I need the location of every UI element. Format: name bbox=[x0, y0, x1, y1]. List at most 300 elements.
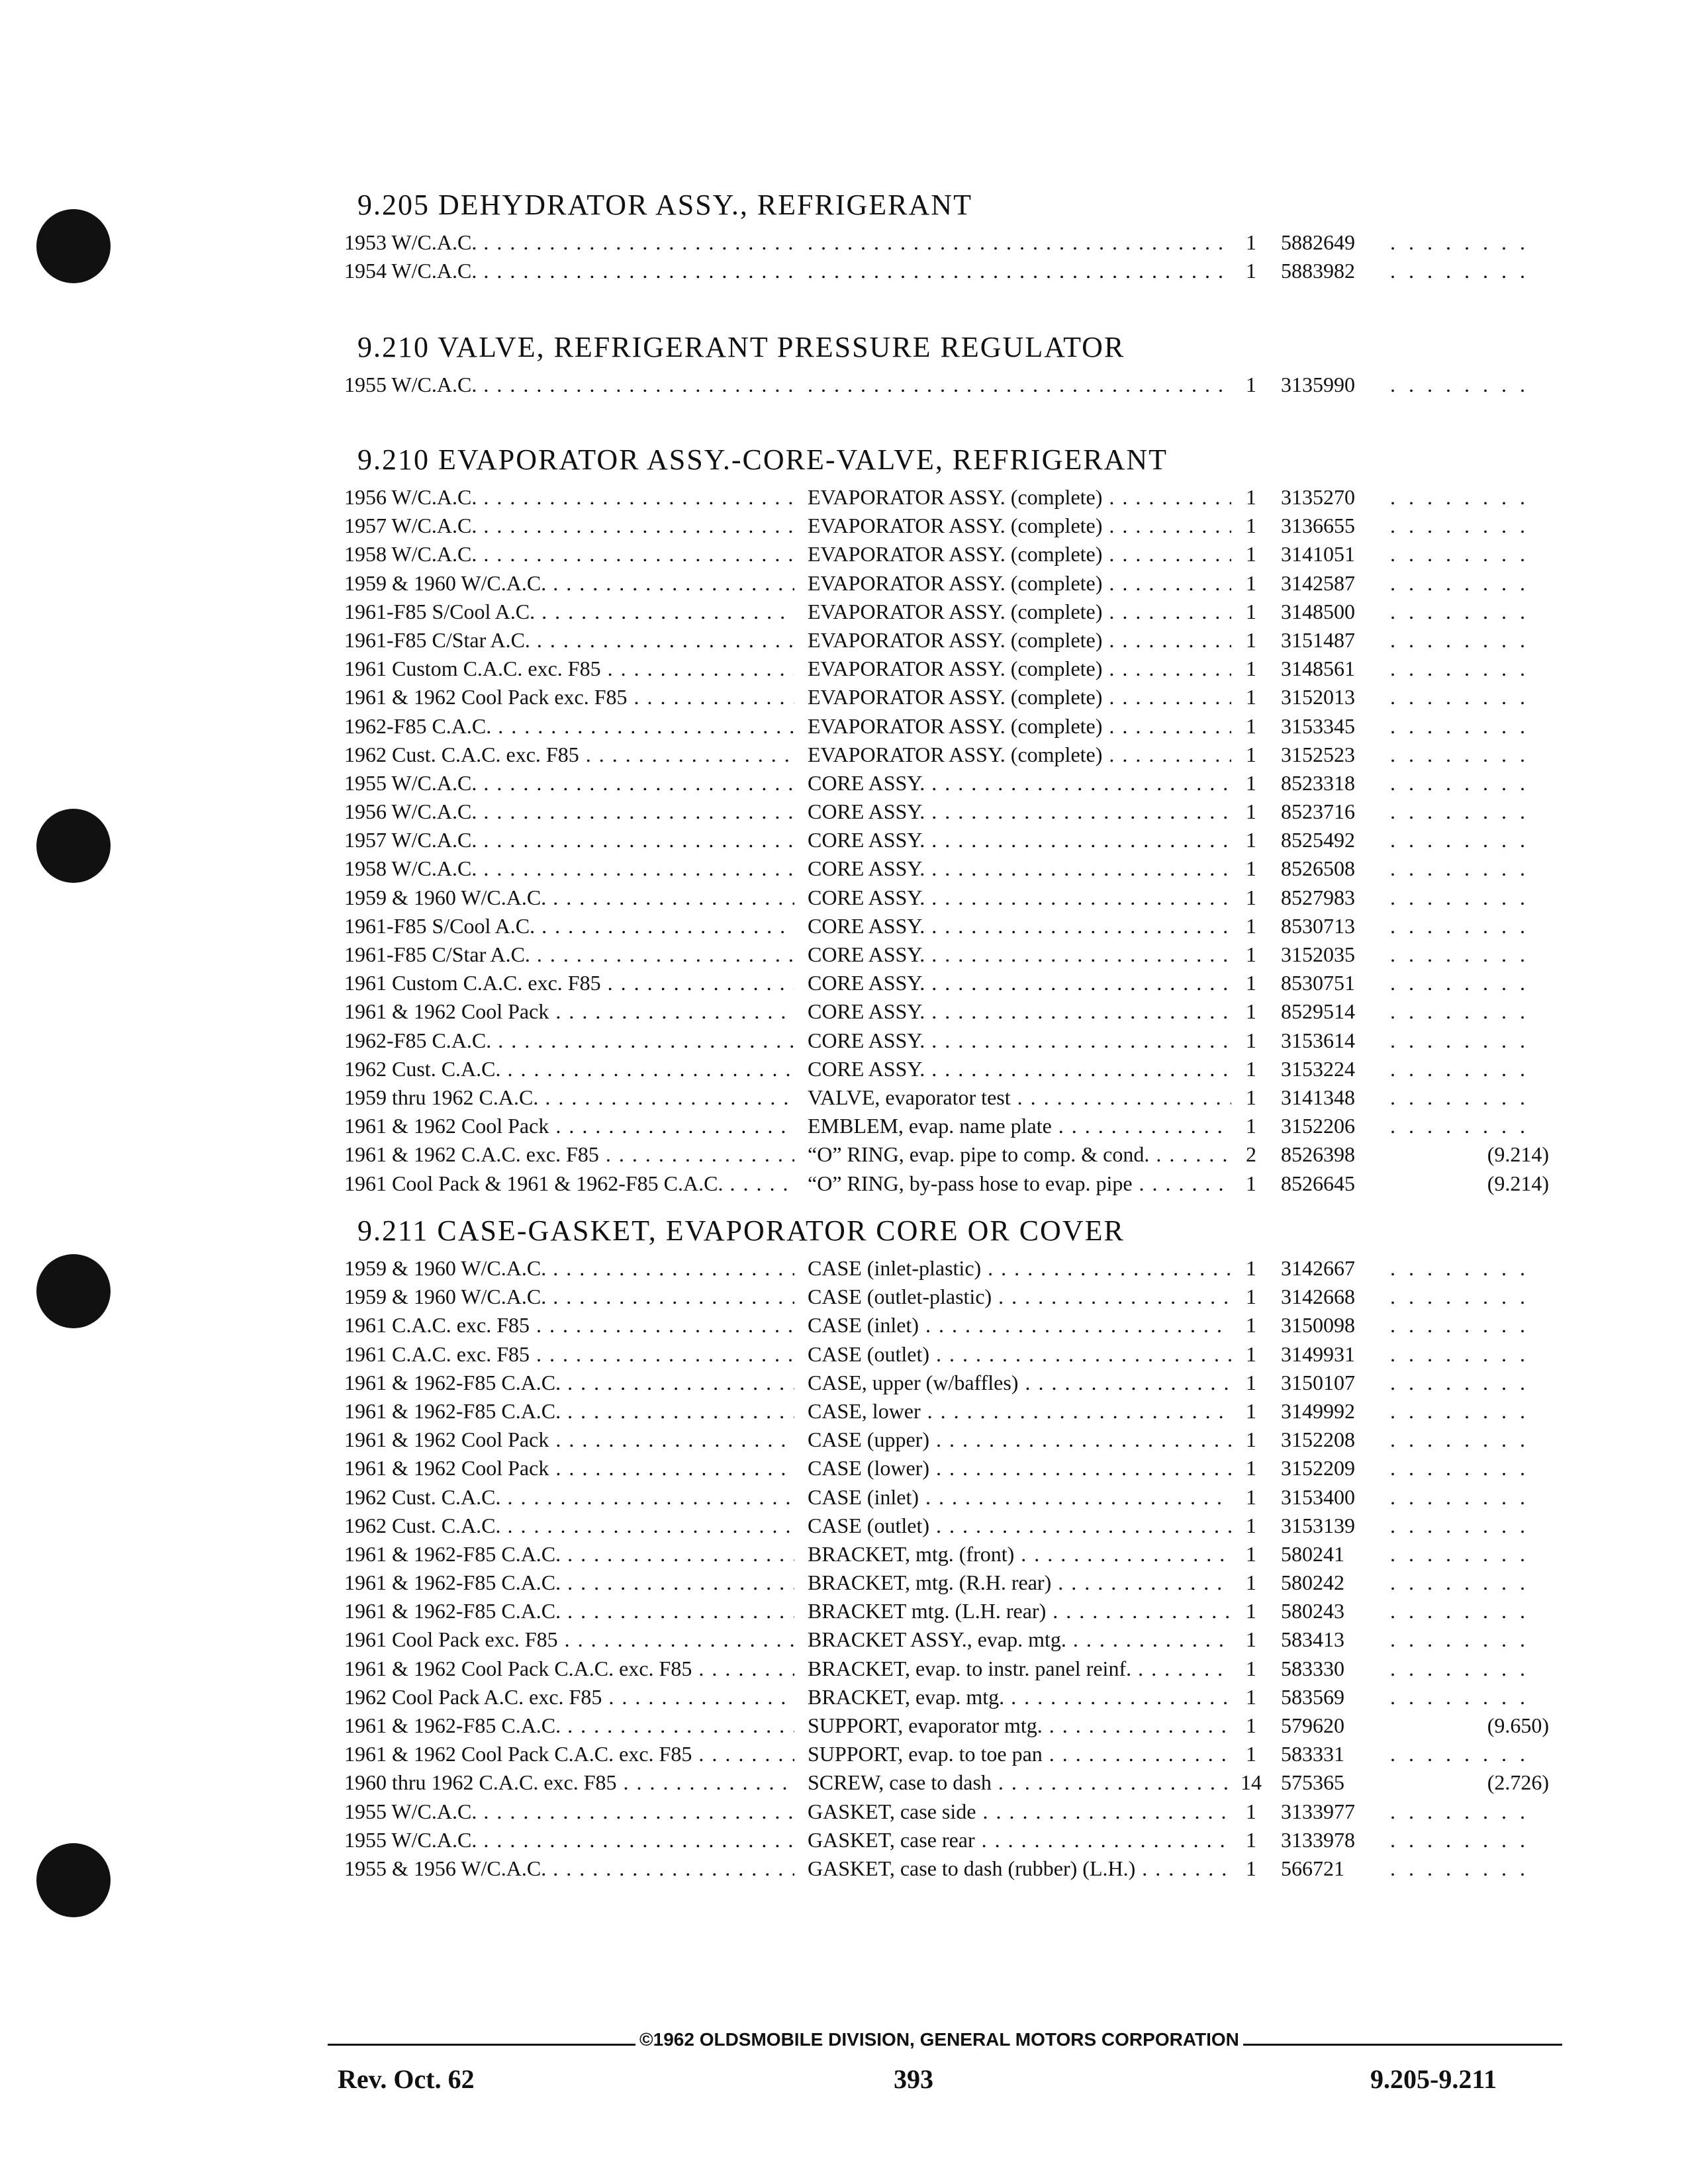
parts-row bbox=[344, 854, 1549, 883]
description: CORE ASSY. . . . bbox=[808, 884, 1231, 912]
parts-row bbox=[344, 1169, 1549, 1198]
quantity: 2 bbox=[1246, 1142, 1256, 1167]
description: CORE ASSY. . . . bbox=[808, 1055, 1231, 1083]
quantity: 1 bbox=[1246, 514, 1256, 538]
reference: . . . . . . . . bbox=[1390, 373, 1529, 396]
parts-row bbox=[344, 1711, 1549, 1740]
quantity: 1 bbox=[1246, 1256, 1256, 1280]
reference: . . . . . . . . bbox=[1390, 713, 1529, 738]
parts-row bbox=[344, 1512, 1549, 1540]
description: SUPPORT, evaporator mtg. . . . bbox=[808, 1711, 1231, 1740]
part-number: 3141348 bbox=[1281, 1085, 1355, 1109]
part-number: 8523716 bbox=[1281, 799, 1355, 824]
parts-row bbox=[344, 1426, 1549, 1454]
application: 1960 thru 1962 C.A.C. exc. F85 . . . bbox=[344, 1768, 794, 1797]
parts-row bbox=[344, 1140, 1549, 1169]
part-number: 3136655 bbox=[1281, 514, 1355, 538]
reference: . . . . . . . . bbox=[1390, 913, 1529, 938]
parts-row bbox=[344, 598, 1549, 626]
part-number: 3152209 bbox=[1281, 1456, 1355, 1480]
quantity: 1 bbox=[1246, 1114, 1256, 1138]
parts-row bbox=[344, 1083, 1549, 1112]
application: 1961 & 1962 Cool Pack . . . bbox=[344, 1454, 794, 1482]
application: 1961 & 1962-F85 C.A.C. . . . bbox=[344, 1569, 794, 1597]
parts-row bbox=[344, 969, 1549, 997]
application: 1953 W/C.A.C. . . . bbox=[344, 228, 794, 257]
part-number: 8525492 bbox=[1281, 828, 1355, 852]
parts-row bbox=[344, 826, 1549, 854]
reference: . . . . . . . . bbox=[1390, 1456, 1529, 1480]
binder-hole-4 bbox=[36, 1843, 111, 1917]
footer-rule-left bbox=[328, 2044, 645, 2046]
parts-row bbox=[344, 371, 1549, 399]
description: CASE (outlet) . . . bbox=[808, 1512, 1231, 1540]
parts-row bbox=[344, 1854, 1549, 1883]
application: 1962-F85 C.A.C. . . . bbox=[344, 1026, 794, 1055]
description: EVAPORATOR ASSY. (complete) . . . bbox=[808, 741, 1231, 769]
description: EVAPORATOR ASSY. (complete) . . . bbox=[808, 683, 1231, 711]
application: 1957 W/C.A.C. . . . bbox=[344, 826, 794, 854]
quantity: 1 bbox=[1246, 1856, 1256, 1880]
quantity: 1 bbox=[1246, 942, 1256, 966]
parts-row bbox=[344, 1454, 1549, 1482]
part-number: 3150107 bbox=[1281, 1370, 1355, 1394]
parts-list bbox=[344, 1254, 1549, 1883]
part-number: 3153345 bbox=[1281, 713, 1355, 738]
parts-row bbox=[344, 1597, 1549, 1625]
application: 1961 & 1962-F85 C.A.C. . . . bbox=[344, 1711, 794, 1740]
application: 1961-F85 C/Star A.C. . . . bbox=[344, 940, 794, 969]
part-number: 3133978 bbox=[1281, 1827, 1355, 1852]
part-number: 579620 bbox=[1281, 1713, 1344, 1737]
parts-row bbox=[344, 912, 1549, 940]
quantity: 1 bbox=[1246, 1285, 1256, 1309]
reference: . . . . . . . . bbox=[1390, 1398, 1529, 1423]
parts-row bbox=[344, 655, 1549, 683]
application: 1961 C.A.C. exc. F85 . . . bbox=[344, 1311, 794, 1340]
application: 1961 & 1962 Cool Pack . . . bbox=[344, 1426, 794, 1454]
description: GASKET, case to dash (rubber) (L.H.) . . . bbox=[808, 1854, 1231, 1883]
parts-list bbox=[344, 228, 1549, 285]
quantity: 1 bbox=[1246, 1171, 1256, 1195]
description: CASE (inlet) . . . bbox=[808, 1311, 1231, 1340]
quantity: 1 bbox=[1246, 230, 1256, 254]
parts-row bbox=[344, 1055, 1549, 1083]
reference: . . . . . . . . bbox=[1390, 1085, 1529, 1109]
quantity: 1 bbox=[1246, 627, 1256, 652]
description: CASE (inlet) . . . bbox=[808, 1483, 1231, 1512]
quantity: 1 bbox=[1246, 1056, 1256, 1081]
application: 1961 Custom C.A.C. exc. F85 . . . bbox=[344, 655, 794, 683]
reference: . . . . . . . . bbox=[1390, 1827, 1529, 1852]
quantity: 1 bbox=[1246, 570, 1256, 595]
quantity: 1 bbox=[1246, 999, 1256, 1024]
application: 1956 W/C.A.C. . . . bbox=[344, 797, 794, 826]
description: EVAPORATOR ASSY. (complete) . . . bbox=[808, 598, 1231, 626]
description: CASE, lower . . . bbox=[808, 1397, 1231, 1426]
part-number: 3148500 bbox=[1281, 599, 1355, 623]
quantity: 1 bbox=[1246, 1656, 1256, 1680]
quantity: 1 bbox=[1246, 1428, 1256, 1452]
quantity: 1 bbox=[1246, 1799, 1256, 1823]
reference: . . . . . . . . bbox=[1390, 599, 1529, 623]
description: GASKET, case side . . . bbox=[808, 1797, 1231, 1826]
description: EVAPORATOR ASSY. (complete) . . . bbox=[808, 655, 1231, 683]
description: GASKET, case rear . . . bbox=[808, 1826, 1231, 1854]
quantity: 1 bbox=[1246, 1713, 1256, 1737]
parts-row bbox=[344, 1311, 1549, 1340]
section-9-210-evaporator bbox=[344, 437, 1549, 1198]
reference: . . . . . . . . bbox=[1390, 685, 1529, 709]
part-number: 8523318 bbox=[1281, 770, 1355, 795]
application: 1959 & 1960 W/C.A.C. . . . bbox=[344, 884, 794, 912]
reference: (9.214) bbox=[1487, 1142, 1549, 1167]
description: BRACKET, evap. mtg. . . . bbox=[808, 1683, 1231, 1711]
parts-row bbox=[344, 1740, 1549, 1768]
parts-row bbox=[344, 884, 1549, 912]
description: CORE ASSY. . . . bbox=[808, 940, 1231, 969]
application: 1962 Cust. C.A.C. . . . bbox=[344, 1512, 794, 1540]
application: 1961 & 1962 Cool Pack C.A.C. exc. F85 . . . bbox=[344, 1740, 794, 1768]
parts-list bbox=[344, 483, 1549, 1198]
parts-row bbox=[344, 1768, 1549, 1797]
reference: . . . . . . . . bbox=[1390, 485, 1529, 509]
section-9-211 bbox=[344, 1208, 1549, 1883]
part-number: 3152035 bbox=[1281, 942, 1355, 966]
part-number: 580241 bbox=[1281, 1541, 1344, 1566]
reference: . . . . . . . . bbox=[1390, 1114, 1529, 1138]
quantity: 1 bbox=[1246, 1599, 1256, 1623]
parts-row bbox=[344, 1540, 1549, 1569]
part-number: 3153139 bbox=[1281, 1513, 1355, 1537]
parts-row bbox=[344, 1340, 1549, 1369]
parts-row bbox=[344, 257, 1549, 285]
application: 1955 & 1956 W/C.A.C. . . . bbox=[344, 1854, 794, 1883]
part-number: 3135990 bbox=[1281, 373, 1355, 396]
quantity: 1 bbox=[1246, 373, 1256, 396]
part-number: 5883982 bbox=[1281, 259, 1355, 283]
description: CORE ASSY. . . . bbox=[808, 912, 1231, 940]
part-number: 583413 bbox=[1281, 1627, 1344, 1652]
part-number: 580242 bbox=[1281, 1570, 1344, 1595]
part-number: 3148561 bbox=[1281, 657, 1355, 681]
reference: . . . . . . . . bbox=[1390, 1799, 1529, 1823]
reference: . . . . . . . . bbox=[1390, 1342, 1529, 1366]
part-number: 3153400 bbox=[1281, 1484, 1355, 1509]
description: CORE ASSY. . . . bbox=[808, 969, 1231, 997]
description: CASE, upper (w/baffles) . . . bbox=[808, 1369, 1231, 1397]
reference: . . . . . . . . bbox=[1390, 1541, 1529, 1566]
reference: . . . . . . . . bbox=[1390, 1656, 1529, 1680]
description: BRACKET mtg. (L.H. rear) . . . bbox=[808, 1597, 1231, 1625]
section-title: 9.210 VALVE, REFRIGERANT PRESSURE REGULATOR bbox=[357, 331, 1125, 363]
description bbox=[808, 228, 1231, 257]
application: 1955 W/C.A.C. . . . bbox=[344, 371, 794, 399]
application: 1961 & 1962 C.A.C. exc. F85 . . . bbox=[344, 1140, 794, 1169]
description: CORE ASSY. . . . bbox=[808, 997, 1231, 1026]
description bbox=[808, 371, 1231, 399]
part-number: 3149992 bbox=[1281, 1398, 1355, 1423]
revision-date: Rev. Oct. 62 bbox=[338, 2064, 475, 2094]
part-number: 583569 bbox=[1281, 1684, 1344, 1709]
quantity: 1 bbox=[1246, 657, 1256, 681]
part-number: 3133977 bbox=[1281, 1799, 1355, 1823]
reference: . . . . . . . . bbox=[1390, 230, 1529, 254]
part-number: 8530713 bbox=[1281, 913, 1355, 938]
part-number: 3150098 bbox=[1281, 1313, 1355, 1338]
application: 1961 & 1962 Cool Pack . . . bbox=[344, 997, 794, 1026]
description: CORE ASSY. . . . bbox=[808, 826, 1231, 854]
reference: . . . . . . . . bbox=[1390, 828, 1529, 852]
application: 1962 Cust. C.A.C. exc. F85 . . . bbox=[344, 741, 794, 769]
part-number: 566721 bbox=[1281, 1856, 1344, 1880]
description: SUPPORT, evap. to toe pan . . . bbox=[808, 1740, 1231, 1768]
application: 1961 & 1962-F85 C.A.C. . . . bbox=[344, 1369, 794, 1397]
part-number: 3141051 bbox=[1281, 542, 1355, 567]
reference: . . . . . . . . bbox=[1390, 971, 1529, 995]
reference: . . . . . . . . bbox=[1390, 627, 1529, 652]
section-title: 9.205 DEHYDRATOR ASSY., REFRIGERANT bbox=[357, 189, 972, 221]
section-range: 9.205-9.211 bbox=[1370, 2064, 1497, 2094]
parts-row bbox=[344, 797, 1549, 826]
reference: (2.726) bbox=[1487, 1770, 1549, 1795]
application: 1961-F85 S/Cool A.C. . . . bbox=[344, 912, 794, 940]
description: BRACKET, evap. to instr. panel reinf. . . . bbox=[808, 1655, 1231, 1683]
part-number: 8530751 bbox=[1281, 971, 1355, 995]
description: SCREW, case to dash . . . bbox=[808, 1768, 1231, 1797]
copyright-notice: ©1962 OLDSMOBILE DIVISION, GENERAL MOTORS CORPORATION bbox=[635, 2029, 1243, 2050]
quantity: 1 bbox=[1246, 685, 1256, 709]
binder-hole-2 bbox=[36, 809, 111, 883]
quantity: 14 bbox=[1241, 1770, 1262, 1795]
reference: . . . . . . . . bbox=[1390, 570, 1529, 595]
quantity: 1 bbox=[1246, 742, 1256, 766]
section-title: 9.210 EVAPORATOR ASSY.-CORE-VALVE, REFRIGERANT bbox=[357, 443, 1168, 476]
application: 1955 W/C.A.C. . . . bbox=[344, 1797, 794, 1826]
application: 1961 & 1962 Cool Pack exc. F85 . . . bbox=[344, 683, 794, 711]
description: CASE (outlet-plastic) . . . bbox=[808, 1283, 1231, 1311]
quantity: 1 bbox=[1246, 485, 1256, 509]
part-number: 8526645 bbox=[1281, 1171, 1355, 1195]
reference: . . . . . . . . bbox=[1390, 1428, 1529, 1452]
quantity: 1 bbox=[1246, 1684, 1256, 1709]
description: CORE ASSY. . . . bbox=[808, 769, 1231, 797]
quantity: 1 bbox=[1246, 856, 1256, 881]
application: 1959 thru 1962 C.A.C. . . . bbox=[344, 1083, 794, 1112]
reference: . . . . . . . . bbox=[1390, 657, 1529, 681]
quantity: 1 bbox=[1246, 1085, 1256, 1109]
application: 1961 & 1962-F85 C.A.C. . . . bbox=[344, 1540, 794, 1569]
reference: . . . . . . . . bbox=[1390, 1285, 1529, 1309]
parts-row bbox=[344, 1026, 1549, 1055]
application: 1962-F85 C.A.C. . . . bbox=[344, 712, 794, 741]
description: CORE ASSY. . . . bbox=[808, 1026, 1231, 1055]
application: 1962 Cust. C.A.C. . . . bbox=[344, 1055, 794, 1083]
reference: . . . . . . . . bbox=[1390, 770, 1529, 795]
application: 1958 W/C.A.C. . . . bbox=[344, 540, 794, 569]
part-number: 575365 bbox=[1281, 1770, 1344, 1795]
reference: . . . . . . . . bbox=[1390, 514, 1529, 538]
reference: . . . . . . . . bbox=[1390, 799, 1529, 824]
quantity: 1 bbox=[1246, 828, 1256, 852]
reference: . . . . . . . . bbox=[1390, 1513, 1529, 1537]
parts-row bbox=[344, 1826, 1549, 1854]
application: 1956 W/C.A.C. . . . bbox=[344, 483, 794, 512]
parts-row bbox=[344, 512, 1549, 540]
parts-row bbox=[344, 626, 1549, 655]
section-9-210-valve bbox=[344, 324, 1549, 399]
parts-row bbox=[344, 1655, 1549, 1683]
parts-row bbox=[344, 741, 1549, 769]
reference: (9.650) bbox=[1487, 1713, 1549, 1737]
page-number: 393 bbox=[894, 2064, 933, 2094]
description: CASE (outlet) . . . bbox=[808, 1340, 1231, 1369]
quantity: 1 bbox=[1246, 913, 1256, 938]
part-number: 3135270 bbox=[1281, 485, 1355, 509]
parts-row bbox=[344, 483, 1549, 512]
reference: . . . . . . . . bbox=[1390, 1484, 1529, 1509]
parts-list bbox=[344, 371, 1549, 399]
reference: . . . . . . . . bbox=[1390, 942, 1529, 966]
part-number: 8526508 bbox=[1281, 856, 1355, 881]
reference: . . . . . . . . bbox=[1390, 1313, 1529, 1338]
parts-row bbox=[344, 1369, 1549, 1397]
part-number: 3149931 bbox=[1281, 1342, 1355, 1366]
parts-row bbox=[344, 1797, 1549, 1826]
description: BRACKET, mtg. (R.H. rear) . . . bbox=[808, 1569, 1231, 1597]
description: EVAPORATOR ASSY. (complete) . . . bbox=[808, 626, 1231, 655]
reference: . . . . . . . . bbox=[1390, 1856, 1529, 1880]
part-number: 8526398 bbox=[1281, 1142, 1355, 1167]
application: 1961-F85 S/Cool A.C. . . . bbox=[344, 598, 794, 626]
reference: . . . . . . . . bbox=[1390, 259, 1529, 283]
quantity: 1 bbox=[1246, 1456, 1256, 1480]
description: EMBLEM, evap. name plate . . . bbox=[808, 1112, 1231, 1140]
application: 1961 C.A.C. exc. F85 . . . bbox=[344, 1340, 794, 1369]
application: 1961 Cool Pack exc. F85 . . . bbox=[344, 1625, 794, 1654]
quantity: 1 bbox=[1246, 1742, 1256, 1766]
quantity: 1 bbox=[1246, 770, 1256, 795]
reference: . . . . . . . . bbox=[1390, 1627, 1529, 1652]
parts-row bbox=[344, 228, 1549, 257]
quantity: 1 bbox=[1246, 1370, 1256, 1394]
application: 1962 Cust. C.A.C. . . . bbox=[344, 1483, 794, 1512]
parts-row bbox=[344, 997, 1549, 1026]
description: CASE (lower) . . . bbox=[808, 1454, 1231, 1482]
description: EVAPORATOR ASSY. (complete) . . . bbox=[808, 569, 1231, 598]
quantity: 1 bbox=[1246, 1541, 1256, 1566]
application: 1955 W/C.A.C. . . . bbox=[344, 769, 794, 797]
description: BRACKET, mtg. (front) . . . bbox=[808, 1540, 1231, 1569]
parts-row bbox=[344, 1397, 1549, 1426]
application: 1961-F85 C/Star A.C. . . . bbox=[344, 626, 794, 655]
description: “O” RING, by-pass hose to evap. pipe . . . bbox=[808, 1169, 1231, 1198]
parts-row bbox=[344, 1683, 1549, 1711]
parts-row bbox=[344, 1112, 1549, 1140]
application: 1959 & 1960 W/C.A.C. . . . bbox=[344, 1283, 794, 1311]
reference: . . . . . . . . bbox=[1390, 1570, 1529, 1595]
part-number: 3152013 bbox=[1281, 685, 1355, 709]
application: 1961 & 1962-F85 C.A.C. . . . bbox=[344, 1597, 794, 1625]
part-number: 3152206 bbox=[1281, 1114, 1355, 1138]
description bbox=[808, 257, 1231, 285]
application: 1955 W/C.A.C. . . . bbox=[344, 1826, 794, 1854]
reference: . . . . . . . . bbox=[1390, 1256, 1529, 1280]
reference: . . . . . . . . bbox=[1390, 542, 1529, 567]
application: 1961 & 1962 Cool Pack . . . bbox=[344, 1112, 794, 1140]
part-number: 5882649 bbox=[1281, 230, 1355, 254]
reference: . . . . . . . . bbox=[1390, 1599, 1529, 1623]
application: 1957 W/C.A.C. . . . bbox=[344, 512, 794, 540]
description: BRACKET ASSY., evap. mtg. . . . bbox=[808, 1625, 1231, 1654]
part-number: 8527983 bbox=[1281, 885, 1355, 909]
reference: . . . . . . . . bbox=[1390, 742, 1529, 766]
parts-row bbox=[344, 569, 1549, 598]
parts-row bbox=[344, 1625, 1549, 1654]
quantity: 1 bbox=[1246, 1484, 1256, 1509]
binder-hole-1 bbox=[36, 209, 111, 283]
reference: (9.214) bbox=[1487, 1171, 1549, 1195]
reference: . . . . . . . . bbox=[1390, 999, 1529, 1024]
application: 1958 W/C.A.C. . . . bbox=[344, 854, 794, 883]
description: “O” RING, evap. pipe to comp. & cond. . . . bbox=[808, 1140, 1231, 1169]
application: 1961 & 1962 Cool Pack C.A.C. exc. F85 . . . bbox=[344, 1655, 794, 1683]
application: 1961 Custom C.A.C. exc. F85 . . . bbox=[344, 969, 794, 997]
binder-hole-3 bbox=[36, 1254, 111, 1328]
reference: . . . . . . . . bbox=[1390, 885, 1529, 909]
description: EVAPORATOR ASSY. (complete) . . . bbox=[808, 540, 1231, 569]
quantity: 1 bbox=[1246, 1342, 1256, 1366]
quantity: 1 bbox=[1246, 971, 1256, 995]
quantity: 1 bbox=[1246, 1570, 1256, 1595]
description: EVAPORATOR ASSY. (complete) . . . bbox=[808, 512, 1231, 540]
parts-row bbox=[344, 712, 1549, 741]
quantity: 1 bbox=[1246, 599, 1256, 623]
application: 1961 Cool Pack & 1961 & 1962-F85 C.A.C. . . . bbox=[344, 1169, 794, 1198]
description: CORE ASSY. . . . bbox=[808, 854, 1231, 883]
part-number: 3152523 bbox=[1281, 742, 1355, 766]
reference: . . . . . . . . bbox=[1390, 1742, 1529, 1766]
quantity: 1 bbox=[1246, 885, 1256, 909]
quantity: 1 bbox=[1246, 1398, 1256, 1423]
description: EVAPORATOR ASSY. (complete) . . . bbox=[808, 712, 1231, 741]
description: CASE (upper) . . . bbox=[808, 1426, 1231, 1454]
quantity: 1 bbox=[1246, 713, 1256, 738]
part-number: 8529514 bbox=[1281, 999, 1355, 1024]
application: 1959 & 1960 W/C.A.C. . . . bbox=[344, 1254, 794, 1283]
parts-row bbox=[344, 1483, 1549, 1512]
parts-row bbox=[344, 940, 1549, 969]
part-number: 583331 bbox=[1281, 1742, 1344, 1766]
part-number: 3142587 bbox=[1281, 570, 1355, 595]
part-number: 3151487 bbox=[1281, 627, 1355, 652]
quantity: 1 bbox=[1246, 1627, 1256, 1652]
quantity: 1 bbox=[1246, 799, 1256, 824]
part-number: 3153614 bbox=[1281, 1028, 1355, 1052]
description: VALVE, evaporator test . . . bbox=[808, 1083, 1231, 1112]
reference: . . . . . . . . bbox=[1390, 1370, 1529, 1394]
part-number: 580243 bbox=[1281, 1599, 1344, 1623]
parts-row bbox=[344, 1254, 1549, 1283]
part-number: 3152208 bbox=[1281, 1428, 1355, 1452]
parts-row bbox=[344, 1283, 1549, 1311]
description: EVAPORATOR ASSY. (complete) . . . bbox=[808, 483, 1231, 512]
quantity: 1 bbox=[1246, 542, 1256, 567]
footer-rule-right bbox=[1192, 2044, 1562, 2046]
description: CASE (inlet-plastic) . . . bbox=[808, 1254, 1231, 1283]
description: CORE ASSY. . . . bbox=[808, 797, 1231, 826]
part-number: 3153224 bbox=[1281, 1056, 1355, 1081]
